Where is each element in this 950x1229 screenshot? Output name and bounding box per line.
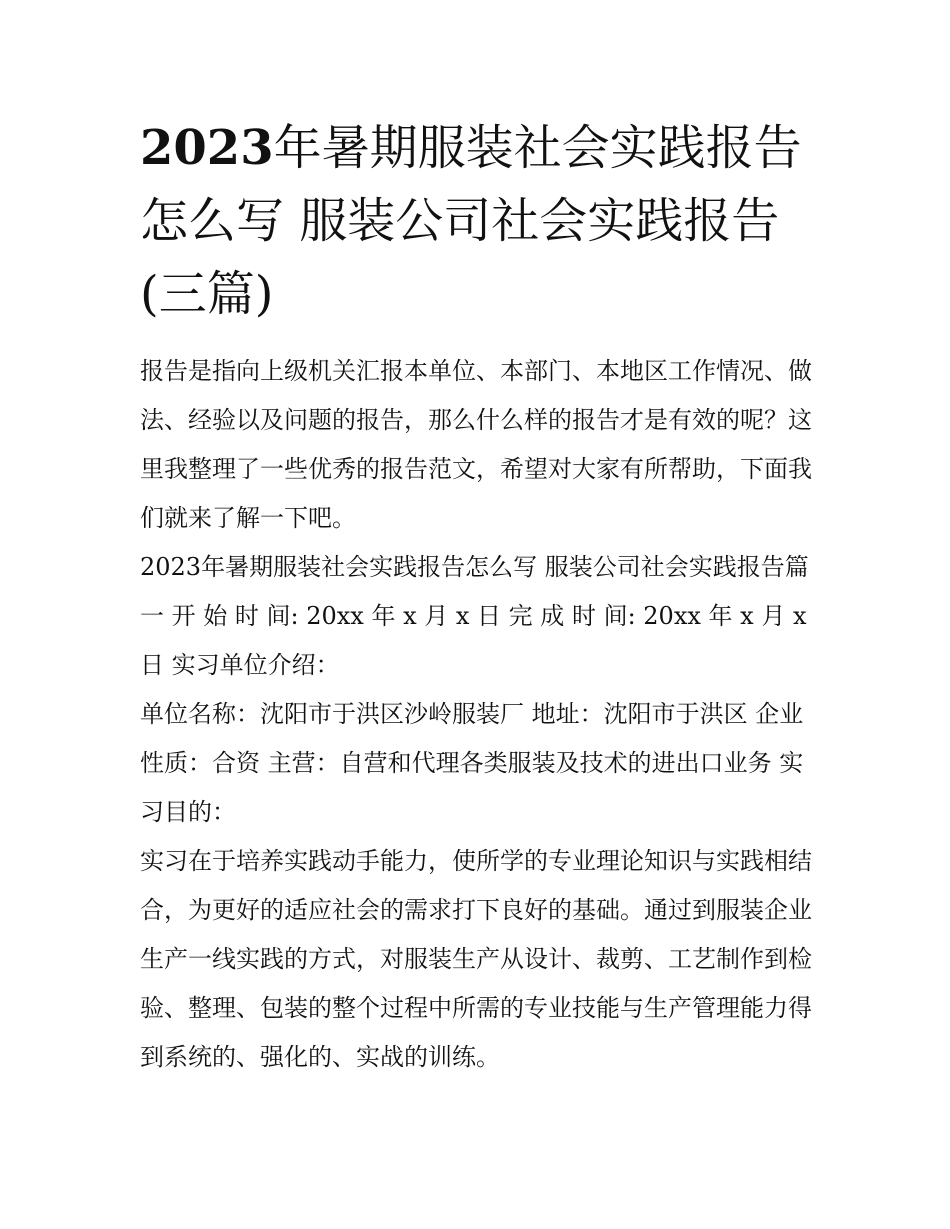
document-body bbox=[140, 112, 815, 1082]
title-text: 年暑期服装社会实践报告怎么写 服装公司社会实践报告(三篇) bbox=[140, 120, 802, 322]
company-info-paragraph: 单位名称：沈阳市于洪区沙岭服装厂 地址：沈阳市于洪区 企业性质：合资 主营：自营和代理各类服装及技术的进出口业务 实习目的： bbox=[140, 700, 804, 826]
document-title bbox=[140, 112, 815, 331]
internship-purpose-paragraph: 实习在于培养实践动手能力，使所学的专业理论知识与实践相结合，为更好的适应社会的需求打下良好的基础。通过到服装企业生产一线实践的方式，对服装生产从设计、裁剪、工艺制作到检验、整理、包装的整个过程中所需的专业技能与生产管理能力得到系统的、强化的、实战的训练。 bbox=[140, 847, 812, 1071]
intro-paragraph: 报告是指向上级机关汇报本单位、本部门、本地区工作情况、做法、经验以及问题的报告，那么什么样的报告才是有效的呢？这里我整理了一些优秀的报告范文，希望对大家有所帮助，下面我们就来了解一下吧。 bbox=[140, 357, 812, 532]
section-heading-paragraph: 2023年暑期服装社会实践报告怎么写 服装公司社会实践报告篇一 开 始 时 间: 20xx 年 x 月 x 日 完 成 时 间: 20xx 年 x 月 x 日 实习单位介绍： bbox=[140, 553, 809, 679]
title-year: 2023 bbox=[140, 120, 274, 176]
